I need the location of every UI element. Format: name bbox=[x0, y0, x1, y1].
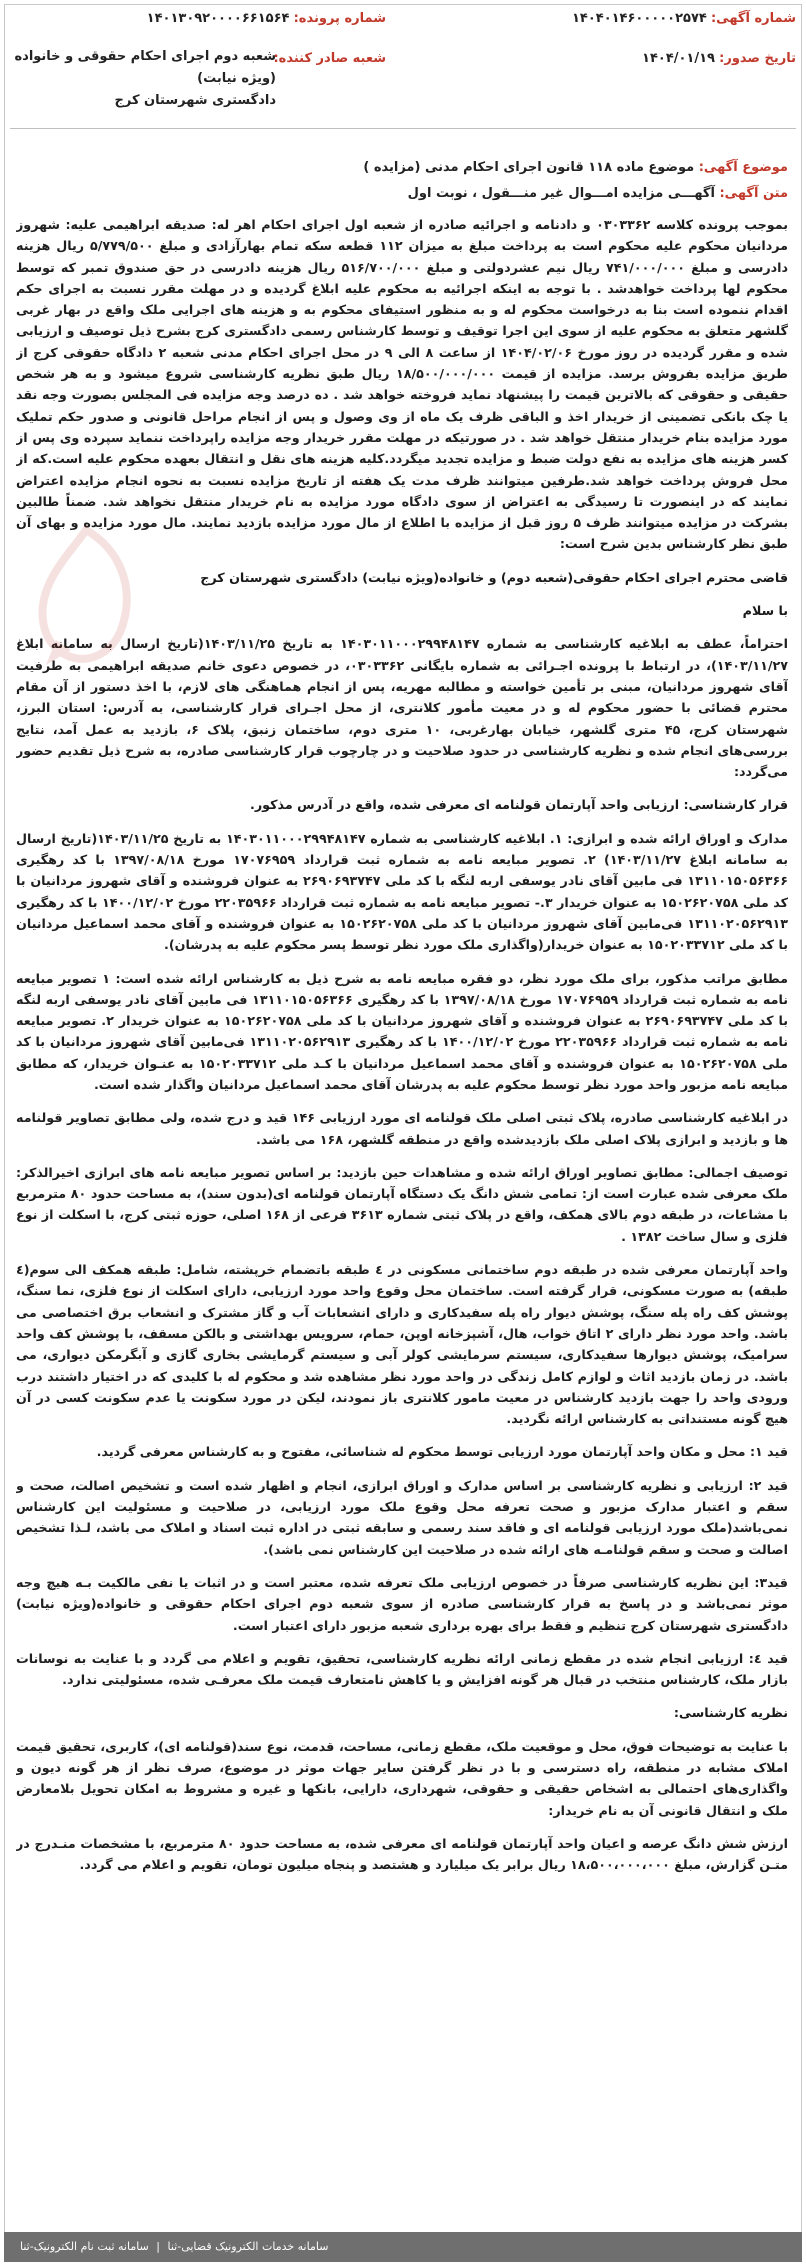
paragraph-expert-order: قرار کارشناسی: ارزیابی واحد آپارتمان قولنامه ای معرفی شده، واقع در آدرس مذکور. bbox=[250, 797, 788, 813]
paragraph-condition-1: قید ۱: محل و مکان واحد آپارتمان مورد ارزیابی توسط محکوم له شناسائی، مفتوح و به کارشناس معرفی گردید. bbox=[96, 1444, 788, 1460]
ad-number-row bbox=[572, 10, 796, 28]
ad-number-value: ۱۴۰۴۰۱۴۶۰۰۰۰۰۲۵۷۴ bbox=[571, 11, 707, 26]
subject-label: موضوع آگهی: bbox=[698, 160, 788, 175]
ad-title: آگهـــی مزایده امـــوال غیر منـــقول ، نوبت اول bbox=[407, 186, 715, 201]
issuer-label-row bbox=[273, 50, 386, 68]
paragraph-documents: مدارک و اوراق ارائه شده و ابرازی: ۱. ابلاغیه کارشناسی به شماره ۱۴۰۳۰۱۱۰۰۰۲۹۹۴۸۱۴۷ به تاریخ ۱۴۰۳/۱۱/۲۵(تاریخ ارسال به سامانه ابلاغ ۱۴۰۳/۱۱/۲۷) ۲. تصویر مبایعه نامه به شماره ثبت قرارداد ۱۷۰۷۶۹۵۹ مورخ ۱۳۹۷/۰۸/۱۸ با کد رهگیری ۱۳۱۱۰۱۵۰۵۶۳۶۶ فی مابین آقای نادر یوسفی اربه لنگه با کد ملی ۲۶۹۰۶۹۳۷۴۷ به عنوان فروشنده و آقای شهروز مردانیان با کد ملی ۱۵۰۲۶۲۰۷۵۸ به عنوان خریدار ۳.- تصویر مبایعه نامه به شماره ثبت قرارداد ۲۲۰۳۵۹۶۶ مورخ ۱۴۰۰/۱۲/۰۲ با کد رهگیری ۱۳۱۱۰۲۰۵۶۲۹۱۳ فی‌مابین آقای شهروز مردانیان با کد ملی ۱۵۰۲۶۲۰۷۵۸ به عنوان فروشنده و آقای محمد اسماعیل مردانیان با کد ملی ۱۵۰۲۰۳۳۷۱۲ به عنوان خریدار(واگذاری ملک مورد نظر توسط پسر محکوم علیه به پدرشان). bbox=[16, 830, 788, 953]
footer-link-sana-registration[interactable]: سامانه ثبت نام الکترونیک-ثنا bbox=[20, 2240, 149, 2253]
paragraph-expert-opinion-heading: نظریه کارشناسی: bbox=[673, 1705, 788, 1721]
paragraph-brief-description: توصیف اجمالی: مطابق تصاویر اوراق ارائه شده و مشاهدات حین بازدید: بر اساس تصویر مبایعه نامه های ابرازی اخیرالذکر: ملک معرفی شده عبارت است از: تمامی شش دانگ یک دستگاه آپارتمان قولنامه ای(بدون سند)، به مساحت حدود ۸۰ مترمربع با مشاعات، در طبقه دوم بالای همکف، واقع در پلاک ثبتی شماره ۳۶۱۳ فرعی از ۱۶۸ اصلی، حوزه ثبتی کرج، با اسکلت از نوع فلزی و سال ساخت ۱۳۸۲ . bbox=[16, 1164, 788, 1244]
issuer-label: شعبه صادر کننده: bbox=[273, 51, 386, 66]
ad-text-label: متن آگهی: bbox=[719, 186, 788, 201]
footer-bar bbox=[4, 2232, 802, 2262]
notice-body bbox=[16, 158, 788, 2224]
subject-value: موضوع ماده ۱۱۸ قانون اجرای احکام مدنی (مزایده ) bbox=[363, 160, 695, 175]
case-number-value: ۱۴۰۱۳۰۹۲۰۰۰۰۶۶۱۵۶۴ bbox=[146, 11, 290, 26]
issuer-court bbox=[11, 46, 276, 112]
issue-date-row bbox=[642, 50, 796, 68]
footer-divider: | bbox=[156, 2240, 160, 2253]
paragraph-condition-2: قید ۲: ارزیابی و نظریه کارشناسی بر اساس مدارک و اوراق ابرازی، انجام و اظهار شده است و تشخیص اصالت، صحت و سقم و اعتبار مدارک مزبور و صحت تعرفه محل وقوع ملک مورد ارزیابی، در صلاحیت و مسئولیت این کارشناس نمی‌باشد(ملک مورد ارزیابی قولنامه ای و فاقد سند رسمی و سابقه ثبتی در اداره ثبت اسناد و املاک می باشد، لـذا تشخیص اصالت و صحت و سقم قولنامـه های ارائه شده در صلاحیت این کارشناس نمی باشد). bbox=[16, 1477, 788, 1557]
paragraph-auction-terms: بموجب پرونده کلاسه ۰۳۰۳۳۶۲ و دادنامه و اجرائیه صادره از شعبه اول اجرای احکام اهر له: صدیقه ابراهیمی علیه: شهروز مردانیان محکوم علیه محکوم است به پرداخت مبلغ به میزان ۱۱۲ قطعه سکه تمام بهارآزادی و مبلغ ۵/۷۷۹/۵۰۰ ریال هزینه دادرسی و مبلغ ۷۴۱/۰۰۰/۰۰۰ ریال نیم عشردولتی و مبلغ ۵۱۶/۷۰۰/۰۰۰ ریال هزینه دادرسی در حق صندوق تمبر که توسط محکوم لها پرداخت خواهدشد . با توجه به اینکه اجرائیه به محکوم علیه ابلاغ گردیده و در مهلت مقرر نسبت به اجرای حکم اقدام ننموده است بنا به درخواست محکوم له و به منظور استیفای محکوم به و هزینه های اجرایی ملک واقع در بهار غربی گلشهر متعلق به محکوم علیه از سوی این اجرا توقیف و توسط کارشناس رسمی دادگستری کرج بشرح ذیل توصیف و ارزیابی شده و مقرر گردیده در روز مورخ ۱۴۰۴/۰۲/۰۶ از ساعت ۸ الی ۹ در محل اجرای احکام مدنی شعبه ۲ دادگاه حقوقی کرج از طریق مزایده بفروش برسد. مزایده از قیمت ۱۸/۵۰۰/۰۰۰/۰۰۰ ریال طبق نظریه کارشناسی شروع میشود و به هر شخص حقیقی و حقوقی که بالاترین قیمت را پیشنهاد نماید فروخته خواهد شد . ده درصد وجه مزایده فی المجلس بصورت وجه نقد یا چک بانکی تضمینی از خریدار اخذ و الباقی ظرف یک ماه از وی وصول و پس از انجام مراحل قانونی و صدور حکم تملیک مورد مزایده بنام خریدار منتقل خواهد شد . در صورتیکه در مهلت مقرر خریدار وجه مزایده راپرداخت ننماید سپرده وی پس از کسر هزینه های مزایده به نفع دولت ضبط و مزایده تجدید میگردد.کلیه هزینه های نقل و انتقال بعهده محکوم علیه است.که از محل فروش پرداخت خواهد شد.طرفین میتوانند ظرف مدت یک هفته از تاریخ مزایده نسبت به نحوه انجام مزایده اعتراض نمایند که در اینصورت تا رسیدگی به اعتراض از سوی دادگاه مورد مزایده به نام خریدار منتقل نخواهد شد. ضمناً طالبین بشرکت در مزایده میتوانند ظرف ۵ روز قبل از مزایده با اطلاع از مال مورد مزایده بازدید نمایند. مال مورد مزایده و بهای آن طبق نظر کارشناس بدین شرح است: bbox=[16, 217, 788, 552]
paragraph-introduction: احتراماً، عطف به ابلاغیه کارشناسی به شماره ۱۴۰۳۰۱۱۰۰۰۲۹۹۴۸۱۴۷ به تاریخ ۱۴۰۳/۱۱/۲۵(تاریخ ارسال به سامانه ابلاغ ۱۴۰۳/۱۱/۲۷)، در ارتباط با پرونده اجـرائی به شماره بایگانی ۰۳۰۳۳۶۲، در خصوص دعوی خانم صدیقه ابراهیمی به طرفیت آقای شهروز مردانیان، مبنی بر تأمین خواسته و مطالبه مهریه، پس از انجام هماهنگی های لازم، با اخذ دستور از آن مقام محترم قضائی با حضور محکوم له و در معیت مأمور کلانتری، از محل اجـرای قرار کارشناسی، به آدرس: استان البرز، شهرستان کرج، ۴۵ متری گلشهر، خیابان بهارغربی، ۱۰ متری دوم، ساختمان زنبق، پلاک ۶، بازدید به عمل آمد، نتایج بررسی‌های انجام شده و نظریه کارشناسی در حدود صلاحیت و در چارچوب قرار کارشناسی صادره، به شرح ذیل تقدیم حضور می‌گردد: bbox=[16, 636, 788, 780]
paragraph-plate-number: در ابلاغیه کارشناسی صادره، پلاک ثبتی اصلی ملک قولنامه ای مورد ارزیابی ۱۴۶ قید و درج شده، ولی مطابق تصاویر قولنامه ها و بازدید و ابرازی پلاک اصلی ملک بازدیدشده واقع در منطقه گلشهر، ۱۶۸ می باشد. bbox=[16, 1110, 788, 1147]
watermark-emblem-icon bbox=[26, 520, 146, 670]
issue-date-value: ۱۴۰۴/۰۱/۱۹ bbox=[642, 51, 715, 66]
header-separator bbox=[10, 128, 796, 129]
issuer-line-2: دادگستری شهرستان کرج bbox=[114, 93, 276, 108]
footer-link-sana-services[interactable]: سامانه خدمات الکترونیک قضایی-ثنا bbox=[167, 2240, 329, 2253]
paragraph-contracts: مطابق مراتب مذکور، برای ملک مورد نظر، دو فقره مبایعه نامه به شرح ذیل به کارشناس ارائه شده است: ۱ تصویر مبایعه نامه به شماره ثبت قرارداد ۱۷۰۷۶۹۵۹ مورخ ۱۳۹۷/۰۸/۱۸ با کد رهگیری ۱۳۱۱۰۱۵۰۵۶۳۶۶ فی مابین آقای نادر یوسفی اربه لنگه با کد ملی ۲۶۹۰۶۹۳۷۴۷ به عنوان فروشنده و آقای شهروز مردانیان با کد ملی ۱۵۰۲۶۲۰۷۵۸ به عنوان خریدار ۲. تصویر مبایعه نامه به شماره ثبت قرارداد ۲۲۰۳۵۹۶۶ مورخ ۱۴۰۰/۱۲/۰۲ با کد رهگیری ۱۳۱۱۰۲۰۵۶۲۹۱۳ فی‌مابین آقای شهروز مردانیان با کد ملی ۱۵۰۲۶۲۰۷۵۸ به عنوان فروشنده و آقای محمد اسماعیل مردانیان با کـد ملی ۱۵۰۲۰۳۳۷۱۲ به عنـوان خریدار، که مطابق مبایعه نامه مزبور واحد مورد نظر توسط محکوم علیه به پدرشان آقای محمد اسماعیل مردانیان واگذار شده است. bbox=[16, 970, 788, 1092]
paragraph-expert-opinion: با عنایت به توضیحات فوق، محل و موقعیت ملک، مقطع زمانی، مساحت، قدمت، نوع سند(قولنامه ای)، کاربری، تحقیق قیمت املاک مشابه در منطقه، راه دسترسی و با در نظر گرفتن سایر جهات موثر در موضوع، صرف نظر از هر گونه دیون و واگذاری‌های احتمالی به اشخاص حقیقی و حقوقی، شهرداری، دارایی، بانکها و غیره و مشروط به امکان تحویل بلامعارض ملک و انتقال قانونی آن به نام خریدار: bbox=[16, 1738, 788, 1818]
case-number-label: شماره پرونده: bbox=[293, 11, 386, 26]
paragraph-condition-4: قید ٤: ارزیابی انجام شده در مقطع زمانی ارائه نظریه کارشناسی، تحقیق، تقویم و اعلام می گردد و با عنایت به نوسانات بازار ملک، کارشناس منتخب در قبال هر گونه افزایش و یا کاهش نامتعارف قیمت ملک معرفـی شده، مسئولیتی ندارد. bbox=[16, 1650, 788, 1688]
issue-date-label: تاریخ صدور: bbox=[719, 51, 796, 66]
paragraph-condition-3: قید۳: این نظریه کارشناسی صرفاً در خصوص ارزیابی ملک تعرفه شده، معتبر است و در اثبات یا نفی مالکیت بـه هیچ وجه موثر نمی‌باشد و در پاسخ به قرار کارشناسی صادره از سوی شعبه دوم اجرای احکام حقوقی و خانواده(ویژه نیابت) دادگستری شهرستان کرج تنظیم و فقط برای بهره برداری شعبه مزبور دارای اعتبار است. bbox=[16, 1574, 788, 1633]
subject-row bbox=[16, 158, 788, 178]
paragraph-valuation: ارزش شش دانگ عرصه و اعیان واحد آپارتمان قولنامه ای معرفی شده، به مساحت حدود ۸۰ مترمربع، با مشخصات منـدرج در متـن گزارش، مبلغ ۱۸،۵۰۰،۰۰۰،۰۰۰ ریال برابر یک میلیارد و هشتصد و پنجاه میلیون تومان، تقویم و اعلام می گردد. bbox=[16, 1835, 788, 1873]
paragraph-greeting: با سلام bbox=[742, 603, 788, 619]
paragraph-apartment-description: واحد آپارتمان معرفی شده در طبقه دوم ساختمانی مسکونی در ٤ طبقه باتضمام خرپشته، شامل: طبقه همکف الی سوم(٤ طبقه) به صورت مسکونی، قرار گرفته است. ساختمان محل وقوع واحد مورد ارزیابی، دارای اسکلت از نوع فلزی، نما سنگ، پوشش کف راه پله سنگ، پوشش دیوار راه پله سفیدکاری و دارای انشعابات آب و گاز مشترک و انشعاب برق اختصاصی می باشد. واحد مورد نظر دارای ۲ اتاق خواب، هال، آشپزخانه اوپن، حمام، سرویس بهداشتی و بالکن مسقف، با پوشش کف واحد سرامیک، پوشش دیوارها سفیدکاری، سیستم سرمایشی کولر آبی و سیستم گرمایشی بخاری گازی و آبگرمکن دیواری، می باشد. در زمان بازدید اثاث و لوازم کامل زندگی در واحد مورد نظر مشاهده شد و محکوم له با کلیدی که در اختیار داشتند درب ورودی واحد را جهت بازدید کارشناس در معیت مامور کلانتری باز نمودند، لیکن در مورد سکونت یا عدم سکونت کسی در آن هیچ گونه مستنداتی به کارشناس ارائه نگردید. bbox=[16, 1262, 788, 1427]
paragraph-addressee: قاضی محترم اجرای احکام حقوقی(شعبه دوم) و خانواده(ویژه نیابت) دادگستری شهرستان کرج bbox=[200, 569, 788, 585]
ad-text-row bbox=[16, 184, 788, 204]
ad-number-label: شماره آگهی: bbox=[710, 11, 796, 26]
issuer-line-1: شعبه دوم اجرای احکام حقوقی و خانواده (ویژه نیابت) bbox=[14, 49, 276, 86]
case-number-row bbox=[147, 10, 386, 28]
